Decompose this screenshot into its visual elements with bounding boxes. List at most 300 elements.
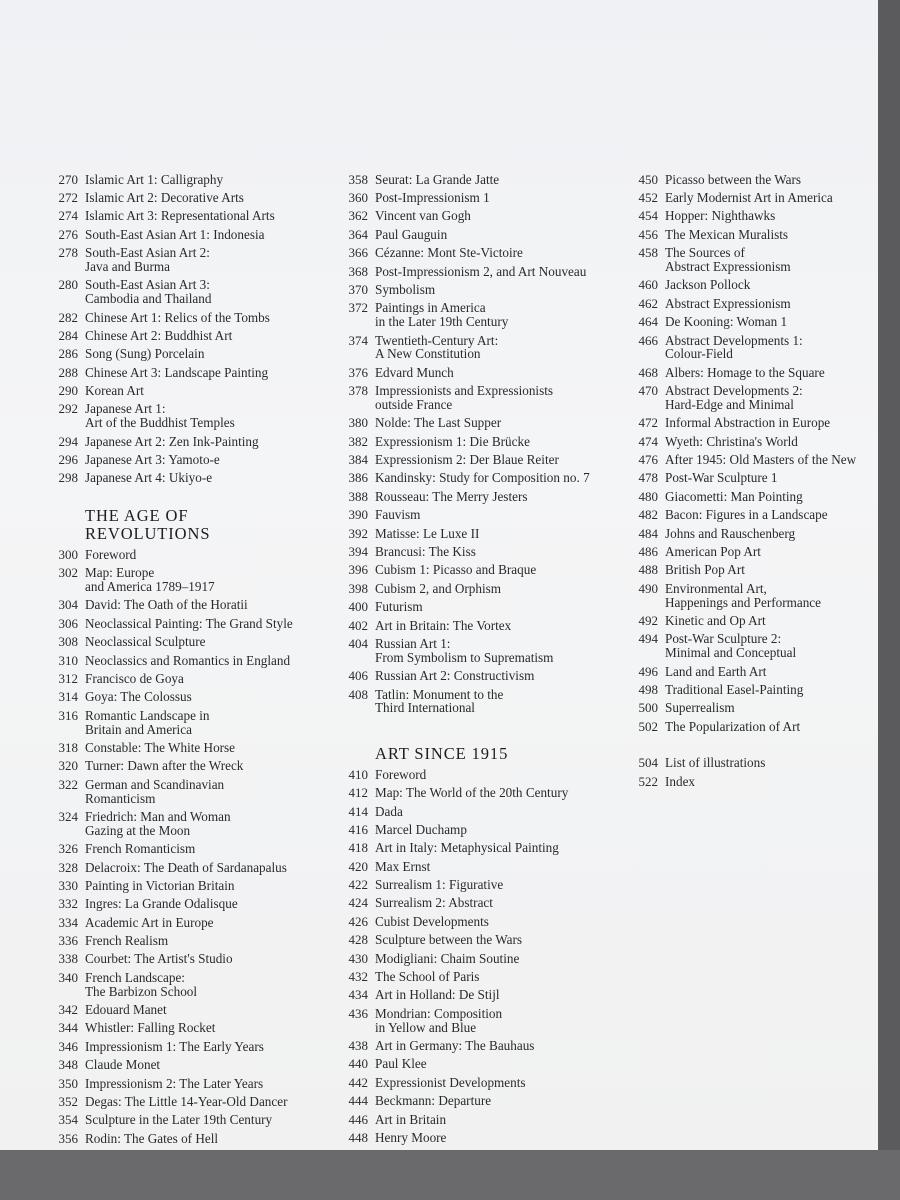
page-number: 342 [58,1002,78,1018]
entry-title: Fauvism [375,507,421,523]
toc-entry [40,329,330,343]
toc-entry [330,688,622,716]
entry-title: Kinetic and Op Art [665,612,766,628]
toc-entry [40,228,330,242]
toc-entry [330,283,622,297]
page-number: 434 [348,987,368,1003]
toc-entry [40,366,330,380]
page-number: 404 [348,635,368,651]
toc-entry [330,988,622,1002]
entry-title: The Popularization of Art [665,718,801,734]
toc-entry [40,246,330,274]
entry-title: Abstract Developments 2: Hard-Edge and Minimal [665,383,803,412]
page-number: 484 [638,525,658,541]
toc-entry [40,435,330,449]
page-edge-shadow [878,0,900,1200]
page-number: 390 [348,507,368,523]
toc-entry [330,191,622,205]
page-number: 270 [58,171,78,187]
toc-entry [620,665,880,679]
page-number: 358 [348,171,368,187]
entry-title: Art in Germany: The Bauhaus [375,1038,535,1053]
page-number: 470 [638,383,658,399]
entry-title: Futurism [375,599,423,615]
entry-title: Impressionism 2: The Later Years [85,1075,264,1091]
page-number: 426 [348,913,368,929]
entry-title: Max Ernst [375,858,431,874]
page-number: 356 [58,1130,78,1146]
entry-title: Painting in Victorian Britain [85,877,235,893]
toc-entry [40,971,330,999]
page-number: 378 [348,383,368,399]
page-number: 440 [348,1056,368,1072]
entry-title: Degas: The Little 14-Year-Old Dancer [85,1093,288,1109]
toc-entry [330,490,622,504]
page-number: 432 [348,969,368,985]
toc-entry [620,453,880,467]
page-number: 452 [638,189,658,205]
entry-title: South-East Asian Art 2: Java and Burma [85,245,210,274]
entry-title: Early Modernist Art in America [665,189,833,205]
toc-entry [620,614,880,628]
entry-title: Post-War Sculpture 2: Minimal and Conceptual [665,631,797,661]
entry-title: Islamic Art 1: Calligraphy [85,171,224,187]
entry-title: The School of Paris [375,969,480,985]
page-number: 288 [58,364,78,380]
toc-entry [40,1021,330,1035]
entry-title: After 1945: Old Masters of the New [665,452,857,468]
page-number: 302 [58,565,78,581]
toc-entry [330,384,622,412]
toc-entry [40,861,330,875]
toc-entry [40,1095,330,1109]
entry-title: Constable: The White Horse [85,739,236,755]
toc-entry [330,970,622,984]
toc-entry [620,334,880,362]
entry-title: Delacroix: The Death of Sardanapalus [85,859,287,875]
page-number: 344 [58,1020,78,1036]
entry-title: The Sources of Abstract Expressionism [665,245,791,274]
toc-entry [40,778,330,806]
toc-entry [330,209,622,223]
entry-title: Nolde: The Last Supper [375,415,502,431]
entry-title: De Kooning: Woman 1 [665,314,788,330]
toc-entry [620,173,880,187]
page-number: 444 [348,1093,368,1109]
entry-title: Picasso between the Wars [665,171,802,187]
page-number: 392 [348,525,368,541]
entry-title: Land and Earth Art [665,663,767,679]
toc-entry [40,598,330,612]
page-number: 486 [638,544,658,560]
page-number: 376 [348,364,368,380]
page-number: 280 [58,277,78,293]
page-number: 278 [58,245,78,261]
toc-entry [330,823,622,837]
entry-title: Rodin: The Gates of Hell [85,1130,219,1146]
entry-title: Expressionism 2: Der Blaue Reiter [375,452,559,468]
toc-entry [330,1007,622,1035]
section-heading: ART SINCE 1915 [375,744,509,764]
entry-title: Abstract Developments 1: Colour-Field [665,332,803,362]
entry-title: Francisco de Goya [85,670,184,686]
entry-title: Cubism 2, and Orphism [375,580,502,596]
entry-title: Index [665,773,696,789]
toc-entry [40,759,330,773]
entry-title: Romantic Landscape in Britain and America [85,707,210,737]
page-number: 334 [58,914,78,930]
page-number: 478 [638,470,658,486]
page-number: 522 [638,773,658,789]
toc-list [620,756,880,788]
toc-entry [330,416,622,430]
entry-title: Claude Monet [85,1057,161,1073]
page-number: 300 [58,546,78,562]
page-number: 446 [348,1111,368,1127]
toc-entry [620,775,880,789]
toc-entry [40,311,330,325]
page-number: 312 [58,670,78,686]
toc-entry [40,810,330,838]
entry-title: Art in Britain: The Vortex [375,617,512,633]
toc-entry [330,563,622,577]
page-number: 460 [638,277,658,293]
entry-title: Bacon: Figures in a Landscape [665,507,828,523]
entry-title: Johns and Rauschenberg [665,525,796,541]
toc-list [40,548,330,1146]
toc-entry [330,545,622,559]
toc-entry [620,508,880,522]
toc-entry [330,1094,622,1108]
page-number: 400 [348,599,368,615]
toc-entry [620,246,880,274]
entry-title: Courbet: The Artist's Studio [85,951,233,967]
page-number: 366 [348,245,368,261]
toc-entry [330,435,622,449]
page-number: 298 [58,470,78,486]
toc-entry [620,720,880,734]
page-number: 362 [348,208,368,224]
toc-entry [330,453,622,467]
page-number: 500 [638,700,658,716]
page-number: 408 [348,686,368,702]
entry-title: French Romanticism [85,841,196,857]
toc-entry [620,545,880,559]
entry-title: Chinese Art 1: Relics of the Tombs [85,309,270,325]
toc-entry [620,228,880,242]
entry-title: Art in Britain [375,1111,447,1127]
toc-entry [620,756,880,770]
entry-title: Foreword [85,546,137,562]
page-number: 482 [638,507,658,523]
toc-entry [330,301,622,329]
entry-title: Surrealism 2: Abstract [375,895,493,911]
page-number: 442 [348,1074,368,1090]
page-number: 430 [348,950,368,966]
toc-entry [330,878,622,892]
toc-entry [40,879,330,893]
toc-entry [620,191,880,205]
entry-title: South-East Asian Art 1: Indonesia [85,226,265,242]
toc-entry [330,471,622,485]
page-number: 364 [348,226,368,242]
toc-entry [620,683,880,697]
toc-entry [330,265,622,279]
entry-title: Ingres: La Grande Odalisque [85,896,238,912]
entry-title: Sculpture in the Later 19th Century [85,1112,273,1128]
toc-entry [40,209,330,223]
toc-list [40,173,330,486]
toc-column-3 [620,168,880,788]
entry-title: British Pop Art [665,562,745,578]
toc-entry [40,1132,330,1146]
entry-title: Japanese Art 4: Ukiyo-e [85,470,213,486]
entry-title: Paul Klee [375,1056,427,1072]
page-bottom-shadow [0,1150,900,1200]
page-number: 274 [58,208,78,224]
toc-entry [330,1131,622,1145]
entry-title: Sculpture between the Wars [375,932,523,948]
toc-entry [40,1040,330,1054]
page-number: 398 [348,580,368,596]
toc-entry [40,191,330,205]
toc-entry [330,841,622,855]
page-number: 284 [58,327,78,343]
entry-title: Marcel Duchamp [375,821,467,837]
page-number: 490 [638,580,658,596]
toc-entry [620,582,880,610]
entry-title: Expressionism 1: Die Brücke [375,433,530,449]
entry-title: Abstract Expressionism [665,295,791,311]
spacer [620,734,880,752]
entry-title: South-East Asian Art 3: Cambodia and Thailand [85,277,212,307]
page-number: 402 [348,617,368,633]
toc-entry [40,453,330,467]
entry-title: Whistler: Falling Rocket [85,1020,216,1036]
toc-entry [40,402,330,430]
toc-entry [620,384,880,412]
toc-entry [330,1113,622,1127]
entry-title: Modigliani: Chaim Soutine [375,950,520,966]
entry-title: Traditional Easel-Painting [665,681,804,697]
page-number: 304 [58,597,78,613]
page-number: 322 [58,776,78,792]
toc-entry [330,334,622,362]
page-number: 296 [58,452,78,468]
page-number: 454 [638,208,658,224]
toc-entry [620,435,880,449]
page-number: 326 [58,841,78,857]
toc-entry [40,916,330,930]
toc-entry [330,669,622,683]
toc-entry [330,366,622,380]
toc-entry [330,1076,622,1090]
entry-title: Symbolism [375,281,436,297]
toc-entry [330,860,622,874]
toc-entry [40,709,330,737]
page-number: 320 [58,758,78,774]
page-number: 450 [638,171,658,187]
page-number: 374 [348,332,368,348]
entry-title: American Pop Art [665,544,761,560]
page-number: 396 [348,562,368,578]
page-number: 276 [58,226,78,242]
page-number: 394 [348,544,368,560]
toc-entry [40,934,330,948]
page-number: 370 [348,281,368,297]
entry-title: Post-Impressionism 2, and Art Nouveau [375,263,587,279]
section-heading: THE AGE OF REVOLUTIONS [85,506,211,544]
page-number: 324 [58,808,78,824]
entry-title: Environmental Art, Happenings and Performance [665,580,821,610]
entry-title: Turner: Dawn after the Wreck [85,758,244,774]
entry-title: Edvard Munch [375,364,454,380]
toc-entry [40,548,330,562]
entry-title: Academic Art in Europe [85,914,214,930]
toc-entry [40,672,330,686]
page-number: 348 [58,1057,78,1073]
page-number: 496 [638,663,658,679]
page-number: 414 [348,803,368,819]
page-number: 336 [58,933,78,949]
entry-title: Neoclassical Sculpture [85,634,206,650]
entry-title: Song (Sung) Porcelain [85,346,205,362]
page-number: 354 [58,1112,78,1128]
entry-title: Beckmann: Departure [375,1093,492,1109]
toc-entry [620,366,880,380]
entry-title: Impressionists and Expressionists outside France [375,383,554,412]
page-number: 382 [348,433,368,449]
entry-title: Superrealism [665,700,735,716]
toc-entry [40,566,330,594]
toc-entry [40,1003,330,1017]
page-number: 306 [58,615,78,631]
page-number: 388 [348,488,368,504]
page-number: 498 [638,681,658,697]
page-number: 502 [638,718,658,734]
toc-entry [620,563,880,577]
page-number: 416 [348,821,368,837]
entry-title: Japanese Art 2: Zen Ink-Painting [85,433,259,449]
page-number: 504 [638,755,658,771]
toc-entry [40,897,330,911]
entry-title: Dada [375,803,403,819]
toc-entry [40,952,330,966]
toc-entry [330,582,622,596]
toc-entry [330,619,622,633]
entry-title: Expressionist Developments [375,1074,526,1090]
page-number: 448 [348,1129,368,1145]
toc-entry [40,741,330,755]
entry-title: Map: The World of the 20th Century [375,785,569,801]
entry-title: Neoclassics and Romantics in England [85,652,291,668]
toc-entry [330,246,622,260]
entry-title: Brancusi: The Kiss [375,544,476,560]
entry-title: Edouard Manet [85,1002,167,1018]
entry-title: Informal Abstraction in Europe [665,415,831,431]
page-number: 492 [638,612,658,628]
page-number: 480 [638,488,658,504]
page-number: 286 [58,346,78,362]
entry-title: List of illustrations [665,755,766,771]
entry-title: Paintings in America in the Later 19th Century [375,300,509,330]
page-number: 412 [348,785,368,801]
toc-entry [40,1113,330,1127]
page-number: 372 [348,300,368,316]
page-number: 340 [58,969,78,985]
entry-title: Russian Art 1: From Symbolism to Suprematism [375,635,554,665]
page-number: 314 [58,689,78,705]
toc-entry [40,347,330,361]
entry-title: Matisse: Le Luxe II [375,525,480,541]
toc-entry [40,690,330,704]
page-number: 436 [348,1005,368,1021]
entry-title: Art in Italy: Metaphysical Painting [375,840,559,856]
page-number: 316 [58,707,78,723]
page-number: 350 [58,1075,78,1091]
entry-title: Jackson Pollock [665,277,751,293]
page-number: 360 [348,189,368,205]
toc-entry [330,786,622,800]
page-number: 282 [58,309,78,325]
page-number: 380 [348,415,368,431]
page-number: 488 [638,562,658,578]
toc-entry [40,173,330,187]
toc-entry [620,701,880,715]
entry-title: Kandinsky: Study for Composition no. 7 [375,470,590,486]
entry-title: Friedrich: Man and Woman Gazing at the Moon [85,808,231,838]
entry-title: Tatlin: Monument to the Third International [375,686,504,716]
entry-title: Vincent van Gogh [375,208,471,224]
page-number: 494 [638,631,658,647]
toc-entry [330,896,622,910]
toc-entry [620,527,880,541]
page-number: 424 [348,895,368,911]
entry-title: Map: Europe and America 1789–1917 [85,565,215,595]
entry-title: Cubist Developments [375,913,489,929]
entry-title: Henry Moore [375,1129,447,1145]
toc-entry [330,228,622,242]
entry-title: German and Scandinavian Romanticism [85,776,225,806]
toc-column-1 [40,168,330,1146]
toc-entry [330,915,622,929]
toc-entry [330,805,622,819]
toc-entry [620,632,880,660]
entry-title: Goya: The Colossus [85,689,192,705]
page-number: 438 [348,1038,368,1053]
toc-entry [620,471,880,485]
page-number: 292 [58,401,78,417]
entry-title: Chinese Art 3: Landscape Painting [85,364,269,380]
toc-entry [40,278,330,306]
entry-title: Surrealism 1: Figurative [375,877,504,893]
page-number: 410 [348,766,368,782]
page-number: 406 [348,668,368,684]
entry-title: Mondrian: Composition in Yellow and Blue [375,1005,503,1035]
page-number: 456 [638,226,658,242]
page-number: 308 [58,634,78,650]
entry-title: Japanese Art 3: Yamoto-e [85,452,220,468]
page-number: 290 [58,383,78,399]
page-number: 330 [58,877,78,893]
toc-entry [620,490,880,504]
entry-title: Korean Art [85,383,144,399]
toc-entry [620,278,880,292]
page-number: 418 [348,840,368,856]
entry-title: French Realism [85,933,169,949]
page-number: 458 [638,245,658,261]
page-number: 294 [58,433,78,449]
